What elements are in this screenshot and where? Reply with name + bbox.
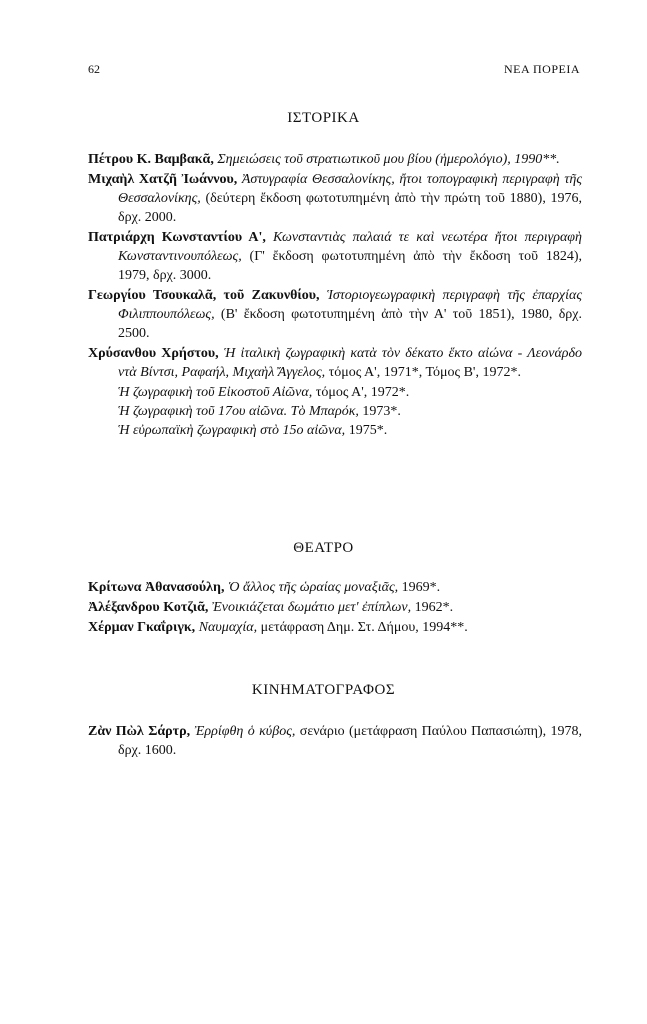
- entry-author: Ἀλέξανδρου Κοτζιᾶ,: [88, 600, 209, 615]
- entry-work: Ἡ ἰταλικὴ ζωγραφικὴ κατὰ τὸν δέκατο ἕκτο αἰώνα - Λεονάρδο ντὰ Βίντσι, Ραφαήλ, Μιχαὴλ Ἄγγελος,: [118, 346, 583, 380]
- theatre-entries: [88, 578, 582, 638]
- entry-details: μετάφραση Δημ. Στ. Δήμου, 1994**.: [260, 620, 468, 635]
- entry-work: Ἐρρίφθη ὁ κύβος,: [194, 724, 296, 739]
- entry-author: Χρύσανθου Χρήστου,: [88, 346, 219, 361]
- entry-work: Ἱστοριογεωγραφικὴ περιγραφὴ τῆς ἐπαρχίας Φιλιππουπόλεως,: [118, 288, 582, 322]
- entry-continuation: [88, 402, 582, 421]
- entry-work: Ὁ ἄλλος τῆς ὡραίας μοναξιᾶς,: [228, 580, 399, 595]
- page-number: 62: [88, 62, 100, 76]
- cinema-entries: [88, 722, 582, 761]
- section-title-cinema: ΚΙΝΗΜΑΤΟΓΡΑΦΟΣ: [251, 682, 396, 698]
- entry-details: σενάριο (μετάφραση Παύλου Παπασιώπη), 1978, δρχ. 1600.: [118, 724, 582, 758]
- section-title-history: ΙΣΤΟΡΙΚΑ: [287, 110, 360, 126]
- list-item: [88, 286, 582, 343]
- entry-work: Σημειώσεις τοῦ στρατιωτικοῦ μου βίου (ἡμερολόγιο), 1990**.: [217, 152, 560, 167]
- list-item: [88, 618, 582, 637]
- entry-details: 1973*.: [362, 404, 401, 419]
- entry-author: Γεωργίου Τσουκαλᾶ, τοῦ Ζακυνθίου,: [88, 288, 320, 303]
- entry-details: (δεύτερη ἔκδοση φωτοτυπημένη ἀπὸ τὴν πρώτη τοῦ 1880), 1976, δρχ. 2000.: [118, 191, 583, 225]
- entry-work: Ναυμαχία,: [198, 620, 258, 635]
- list-item: [88, 150, 582, 169]
- list-item: [88, 228, 582, 285]
- entry-details: (Γ' ἔκδοση φωτοτυπημένη ἀπὸ τὴν ἔκδοση τοῦ 1824), 1979, δρχ. 3000.: [118, 249, 583, 283]
- entry-work: Ἡ ζωγραφικὴ τοῦ Εἰκοστοῦ Αἰῶνα,: [118, 385, 313, 400]
- entry-work: Ἡ ζωγραφικὴ τοῦ 17ου αἰῶνα. Τὸ Μπαρόκ,: [118, 404, 359, 419]
- list-item: [88, 170, 582, 227]
- entry-details: 1975*.: [348, 423, 388, 438]
- entry-details: τόμος Α', 1971*, Τόμος Β', 1972*.: [328, 365, 521, 380]
- section-title-theatre: ΘΕΑΤΡΟ: [293, 540, 354, 556]
- entry-work: Κωνσταντιὰς παλαιά τε καὶ νεωτέρα ἤτοι περιγραφὴ Κωνσταντινουπόλεως,: [118, 230, 582, 264]
- entry-author: Κρίτωνα Ἀθανασούλη,: [88, 580, 225, 595]
- entry-author: Πατριάρχη Κωνσταντίου Α',: [88, 230, 266, 245]
- entry-details: (Β' ἔκδοση φωτοτυπημένη ἀπὸ τὴν Α' τοῦ 1851), 1980, δρχ. 2500.: [118, 307, 582, 341]
- entry-author: Μιχαὴλ Χατζῆ Ἰωάννου,: [88, 172, 238, 187]
- entry-work: Ἐνοικιάζεται δωμάτιο μετ' ἐπίπλων,: [211, 600, 412, 615]
- list-item: [88, 598, 582, 617]
- entry-details: 1969*.: [401, 580, 441, 595]
- entry-continuation: [88, 383, 582, 402]
- entry-work: Ἀστυγραφία Θεσσαλονίκης, ἤτοι τοπογραφικὴ περιγραφὴ τῆς Θεσσαλονίκης,: [118, 172, 582, 206]
- history-entries: [88, 150, 582, 440]
- list-item: [88, 344, 582, 382]
- list-item: [88, 578, 582, 597]
- entry-details: τόμος Α', 1972*.: [315, 385, 410, 400]
- entry-author: Πέτρου Κ. Βαμβακᾶ,: [88, 152, 214, 167]
- journal-title: ΝΕΑ ΠΟΡΕΙΑ: [504, 62, 580, 76]
- entry-details: 1962*.: [414, 600, 454, 615]
- entry-continuation: [88, 421, 582, 440]
- entry-work: Ἡ εὐρωπαϊκὴ ζωγραφικὴ στὸ 15ο αἰῶνα,: [118, 423, 346, 438]
- entry-author: Ζὰν Πὼλ Σάρτρ,: [88, 724, 191, 739]
- list-item: [88, 722, 582, 760]
- entry-author: Χέρμαν Γκαΐριγκ,: [88, 620, 196, 635]
